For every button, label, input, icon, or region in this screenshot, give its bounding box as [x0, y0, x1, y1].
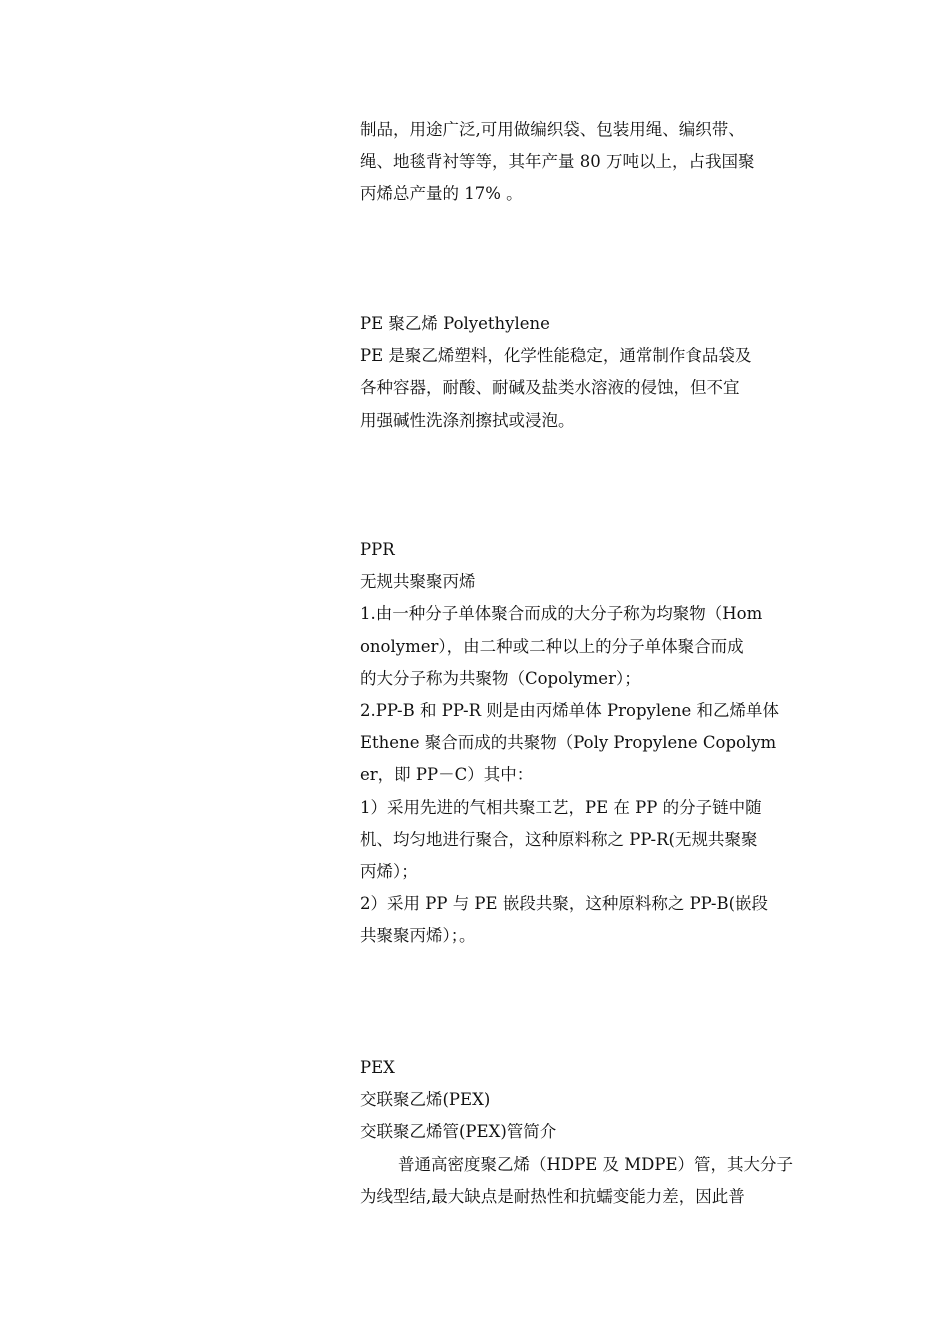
text-line: er，即 PP－C）其中：: [360, 765, 534, 785]
text-line: onolymer），由二种或二种以上的分子单体聚合而成: [360, 636, 744, 656]
section-heading: PEX: [360, 1058, 395, 1077]
text-line: 绳、地毯背衬等等，其年产量 80 万吨以上，占我国聚: [360, 152, 755, 172]
text-line: 普通高密度聚乙烯（HDPE 及 MDPE）管，其大分子: [398, 1154, 794, 1174]
section-subheading: 交联聚乙烯(PEX): [360, 1090, 491, 1110]
pex-section: [360, 1052, 815, 1213]
text-line: 丙烯总产量的 17% 。: [360, 184, 523, 204]
text-line: Ethene 聚合而成的共聚物（Poly Propylene Copolym: [360, 733, 777, 753]
text-line: 丙烯）；: [360, 861, 418, 881]
text-line: 1.由一种分子单体聚合而成的大分子称为均聚物（Hom: [360, 604, 763, 624]
text-line: 各种容器，耐酸、耐碱及盐类水溶液的侵蚀，但不宜: [360, 378, 740, 398]
ppr-section: [360, 534, 815, 952]
intro-paragraph: [360, 114, 815, 211]
text-line: 制品，用途广泛,可用做编织袋、包装用绳、编织带、: [360, 120, 745, 139]
text-line: 机、均匀地进行聚合，这种原料称之 PP-R(无规共聚聚: [360, 829, 758, 849]
text-line: 用强碱性洗涤剂擦拭或浸泡。: [360, 410, 575, 430]
section-subheading: 交联聚乙烯管(PEX)管简介: [360, 1122, 557, 1142]
text-line: 为线型结,最大缺点是耐热性和抗蠕变能力差，因此普: [360, 1186, 745, 1206]
text-line: 1）采用先进的气相共聚工艺，PE 在 PP 的分子链中随: [360, 797, 762, 817]
section-heading: PPR: [360, 540, 395, 559]
section-heading: PE 聚乙烯 Polyethylene: [360, 314, 550, 333]
text-line: 2.PP-B 和 PP-R 则是由丙烯单体 Propylene 和乙烯单体: [360, 700, 780, 720]
text-line: 2）采用 PP 与 PE 嵌段共聚，这种原料称之 PP-B(嵌段: [360, 894, 769, 914]
text-line: 共聚聚丙烯）；。: [360, 926, 476, 946]
text-line: PE 是聚乙烯塑料，化学性能稳定，通常制作食品袋及: [360, 346, 752, 366]
pe-section: [360, 308, 815, 437]
text-line: 的大分子称为共聚物（Copolymer）；: [360, 668, 641, 688]
section-subheading: 无规共聚聚丙烯: [360, 572, 476, 592]
